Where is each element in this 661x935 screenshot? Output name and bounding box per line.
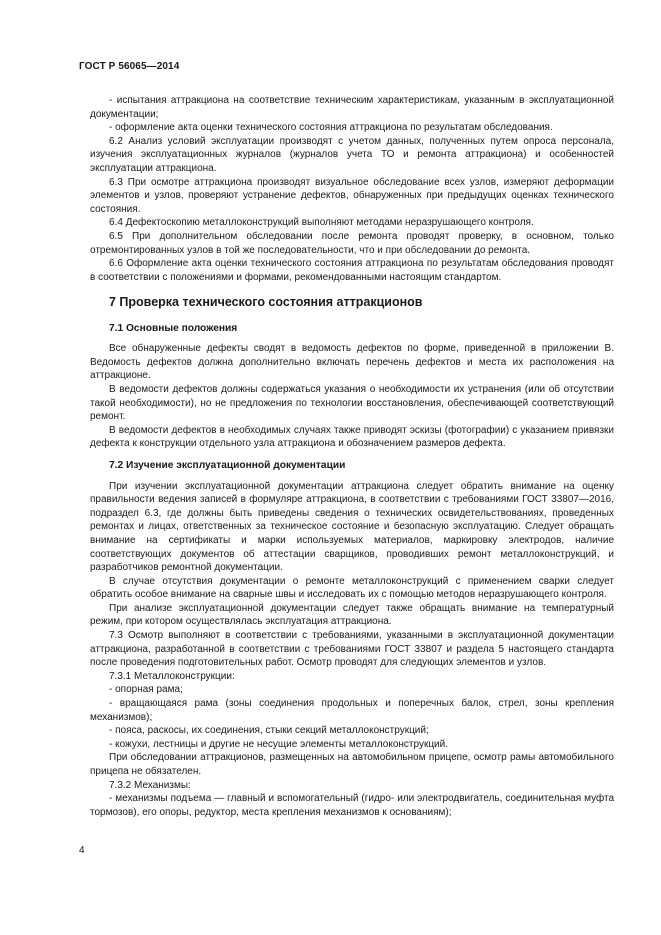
paragraph: 7.3 Осмотр выполняют в соответствии с требованиями, указанными в эксплуатационной документации аттракциона, разработанной в соответствии с требованиями ГОСТ 33807 и раздела 5 настоящего стандарта после проведения подготовительных работ. Осмотр проводят для следующих элементов и узлов.	[90, 630, 614, 669]
paragraph: - оформление акта оценки технического состояния аттракциона по результатам обследования.	[109, 122, 553, 134]
paragraph: 6.2 Анализ условий эксплуатации производят с учетом данных, полученных путем опроса персонала, изучения эксплуатационных журналов (журналов учета ТО и ремонта аттракциона) и особенностей эксплуатации аттракциона.	[90, 135, 614, 174]
document-header: ГОСТ Р 56065—2014	[79, 61, 180, 72]
paragraph: В ведомости дефектов в необходимых случаях также приводят эскизы (фотографии) с указанием привязки дефекта к конструкции отдельного узла аттракциона и обозначением размеров дефекта.	[90, 424, 614, 450]
subsection-heading: 7.1 Основные положения	[109, 322, 238, 334]
section-heading: 7 Проверка технического состояния аттракционов	[109, 295, 423, 309]
paragraph: При изучении эксплуатационной документации аттракциона следует обратить внимание на оценку правильности ведения записей в формуляре аттракциона, в соответствии с требованиями ГОСТ 33807—2016, подраздел 6.3, где должны быть приведены сведения о технических освидетельствованиях, проведенных ремонтах и лицах, ответственных за техническое состояние и безопасную эксплуатацию. Следует обращать внимание на сертификаты и марки используемых материалов, маркировку электродов, наличие соответствующих документов об аттестации сварщиков, проводивших ремонт металлоконструкций, и разработчиков ремонтной документации.	[90, 480, 614, 574]
paragraph: 7.3.2 Механизмы:	[109, 779, 191, 791]
paragraph: 7.3.1 Металлоконструкции:	[109, 670, 235, 682]
paragraph: 6.6 Оформление акта оценки технического состояния аттракциона по результатам обследования проводят в соответствии с положениями и формами, рекомендованными настоящим стандартом.	[90, 258, 614, 283]
section-6-continuation	[90, 94, 614, 284]
list-item: - опорная рама;	[109, 684, 183, 696]
paragraph: При обследовании аттракционов, размещенных на автомобильном прицепе, осмотр рамы автомобильного прицепа не обязателен.	[90, 752, 614, 777]
paragraph: 6.3 При осмотре аттракциона производят визуальное обследование всех узлов, измеряют деформации элементов и узлов, проверяют устранение дефектов, обнаруженных при предыдущих оценках технического состояния.	[90, 176, 614, 215]
paragraph: При анализе эксплуатационной документации следует также обращать внимание на температурный режим, при котором осуществлялась эксплуатация аттракциона.	[90, 602, 614, 628]
list-item: - кожухи, лестницы и другие не несущие элементы металлоконструкций.	[109, 738, 449, 750]
paragraph: 6.5 При дополнительном обследовании после ремонта проводят проверку, в основном, только отремонтированных узлов в той же последовательности, что и при обследовании до ремонта.	[90, 230, 614, 256]
list-item: - механизмы подъема — главный и вспомогательный (гидро- или электродвигатель, соединительная муфта тормозов), его опоры, редуктор, места крепления механизмов к основаниям);	[90, 793, 614, 818]
list-item: - вращающаяся рама (зоны соединения продольных и поперечных балок, стрел, зоны крепления механизмов);	[90, 698, 614, 723]
list-item: - пояса, раскосы, их соединения, стыки секций металлоконструкций;	[109, 725, 429, 737]
paragraph: В случае отсутствия документации о ремонте металлоконструкций с применением сварки следует обратить особое внимание на сварные швы и исследовать их с помощью методов неразрушающего контроля.	[90, 575, 614, 601]
section-7	[90, 296, 614, 819]
paragraph: В ведомости дефектов должны содержаться указания о необходимости их устранения (или об отсутствии такой необходимости), но не предложения по технологии восстановления, обеспечивающей соответствующий ремонт.	[90, 383, 614, 423]
paragraph: Все обнаруженные дефекты сводят в ведомость дефектов по форме, приведенной в приложении В. Ведомость дефектов должна дополнительно включать перечень дефектов и места их расположения на аттракционе.	[90, 343, 614, 382]
page-number: 4	[79, 845, 85, 856]
paragraph: 6.4 Дефектоскопию металлоконструкций выполняют методами неразрушающего контроля.	[109, 217, 534, 229]
paragraph: - испытания аттракциона на соответствие техническим характеристикам, указанным в эксплуатационной документации;	[90, 95, 614, 120]
subsection-heading: 7.2 Изучение эксплуатационной документации	[109, 459, 346, 471]
